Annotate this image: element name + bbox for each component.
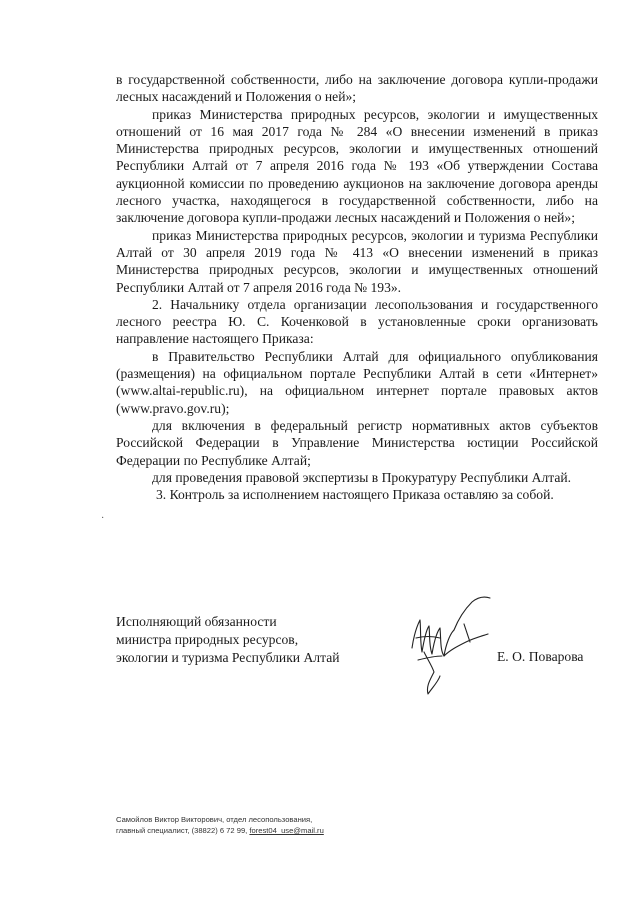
paragraph-item-2: 2. Начальнику отдела организации лесопользования и государственного лесного реестра Ю. С. Коченковой в установленные сроки организовать направление настоящего Приказа: [116,296,598,347]
paragraph-legal-review: для проведения правовой экспертизы в Прокуратуру Республики Алтай. [152,469,572,485]
paragraph-item-3: 3. Контроль за исполнением настоящего Приказа оставляю за собой. [156,487,554,503]
signatory-title-line-1: Исполняющий обязанности [116,614,277,629]
handwritten-signature [404,590,504,710]
document-footer [116,814,324,836]
footer-email-link[interactable]: forest04_use@mail.ru [249,826,324,835]
signatory-title-line-3: экологии и туризма Республики Алтай [116,650,340,665]
paragraph-federal-register: для включения в федеральный регистр нормативных актов субъектов Российской Федерации в Управление Министерства юстиции Российской Федерации по Республике Алтай; [116,417,598,468]
paragraph-order-284: приказ Министерства природных ресурсов, экологии и имущественных отношений от 16 мая 2017 года № 284 «О внесении изменений в приказ Министерства природных ресурсов, экологии и имущественных отношений Республики Алтай от 7 апреля 2016 года № 193 «Об утверждении Состава аукционной комиссии по проведению аукционов на заключение договора аренды лесного участка, находящегося в государственной собственности, либо на заключение договора купли-продажи лесных насаждений и Положения о ней»; [116,106,598,226]
signatory-title [116,613,340,667]
paragraph-order-413: приказ Министерства природных ресурсов, экологии и туризма Республики Алтай от 30 апреля 2019 года № 413 «О внесении изменений в приказ Министерства природных ресурсов, экологии и имущественных отношений Республики Алтай от 7 апреля 2016 года № 193». [116,227,598,295]
footer-phone-text: главный специалист, (38822) 6 72 99, [116,826,250,835]
paragraph-publication: в Правительство Республики Алтай для официального опубликования (размещения) на официальном портале Республики Алтай в сети «Интернет» (www.altai-republic.ru), на официальном интернет портале правовых актов (www.pravo.gov.ru); [116,348,598,416]
footer-line-2 [116,825,324,836]
footer-line-1: Самойлов Виктор Викторович, отдел лесопользования, [116,815,313,824]
signer-name: Е. О. Поварова [497,649,584,664]
signatory-title-line-2: министра природных ресурсов, [116,632,299,647]
paragraph-continuation: в государственной собственности, либо на заключение договора купли-продажи лесных насаждений и Положения о ней»; [116,72,598,105]
stray-dot: · [101,513,105,524]
document-body [116,71,598,503]
